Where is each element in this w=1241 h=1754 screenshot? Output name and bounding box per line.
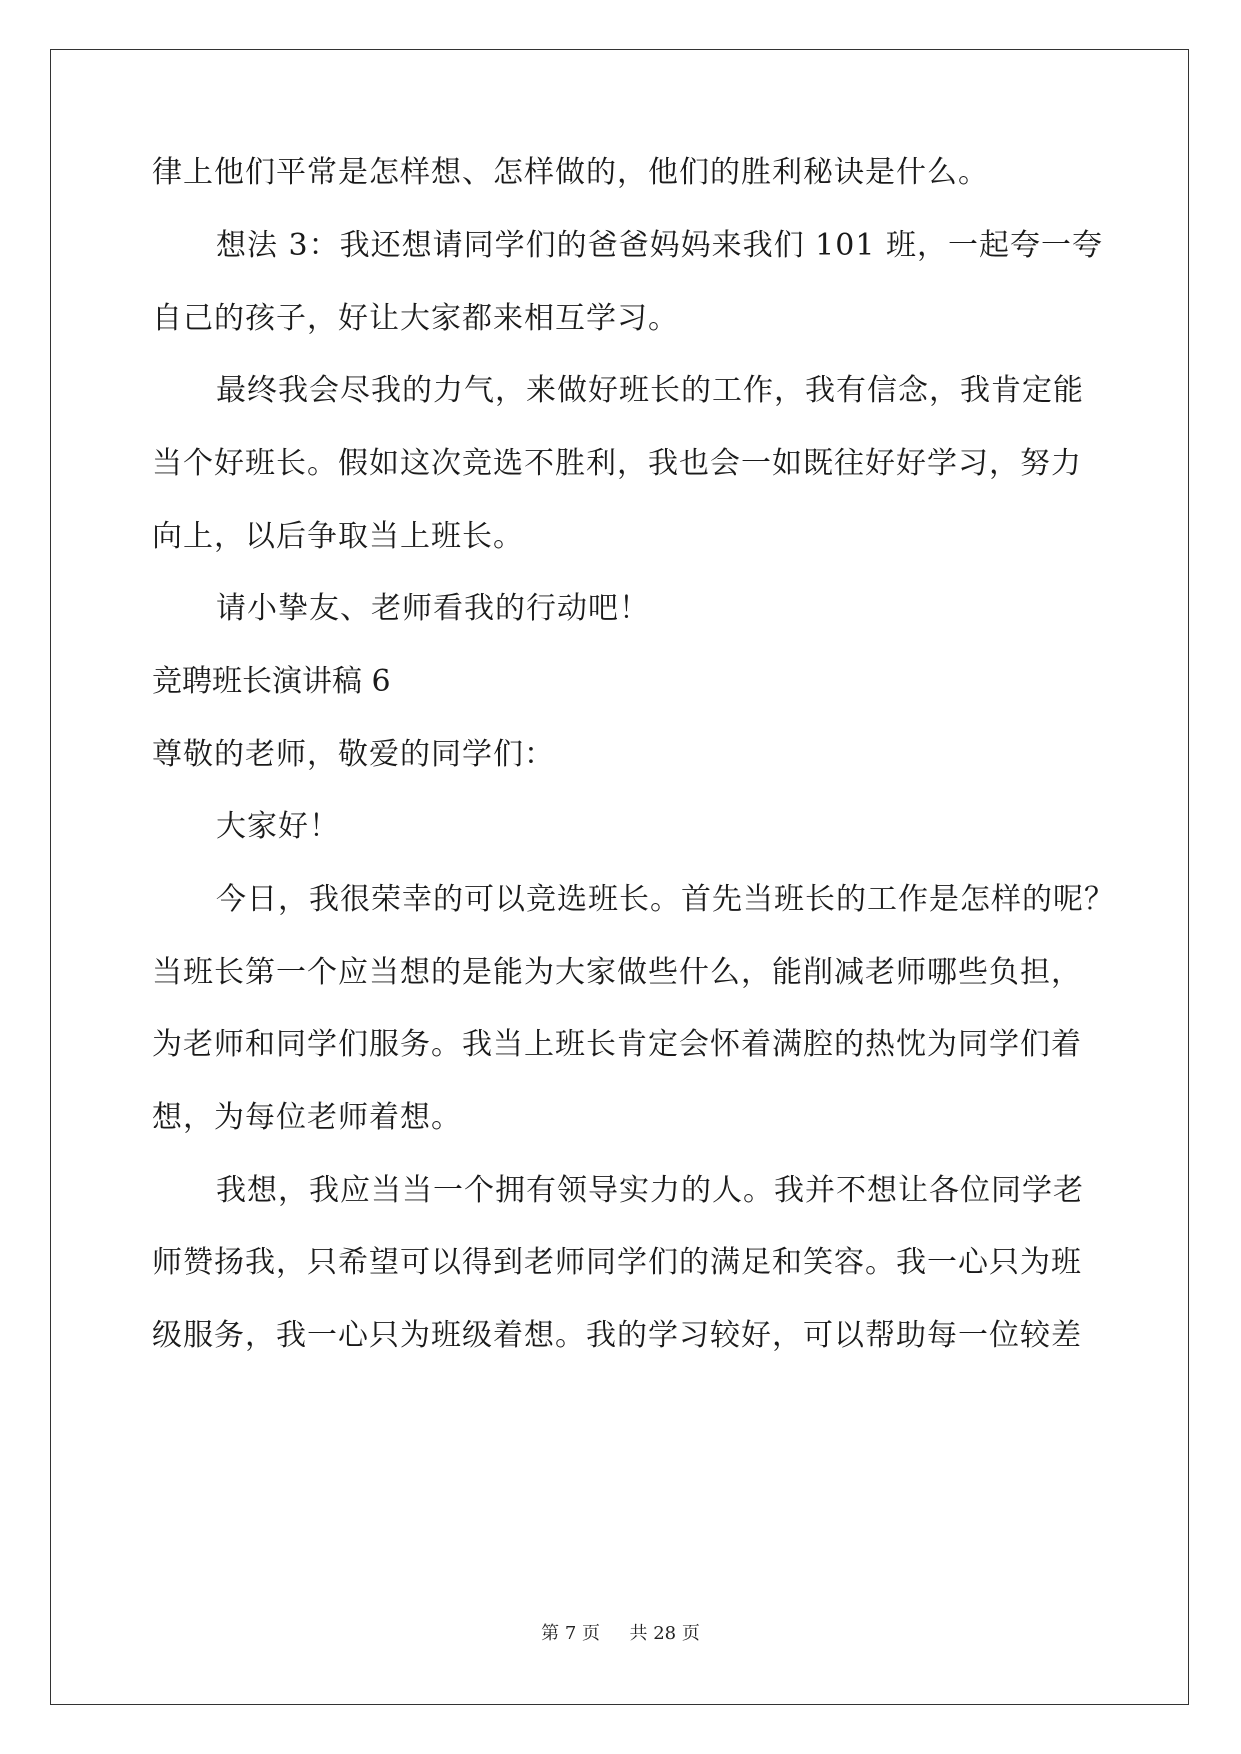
paragraph-line: 想法 3：我还想请同学们的爸爸妈妈来我们 101 班，一起夸一夸 — [216, 228, 1103, 263]
section-heading: 竞聘班长演讲稿 6 — [152, 664, 391, 699]
paragraph-line: 当班长第一个应当想的是能为大家做些什么，能削减老师哪些负担， — [152, 955, 1082, 990]
paragraph-line: 师赞扬我，只希望可以得到老师同学们的满足和笑容。我一心只为班 — [152, 1245, 1082, 1280]
page-total: 共 28 页 — [629, 1623, 700, 1644]
paragraph-line: 我想，我应当当一个拥有领导实力的人。我并不想让各位同学老 — [216, 1173, 1084, 1208]
paragraph-line: 为老师和同学们服务。我当上班长肯定会怀着满腔的热忱为同学们着 — [152, 1027, 1082, 1062]
paragraph-line: 今日，我很荣幸的可以竞选班长。首先当班长的工作是怎样的呢？ — [216, 882, 1115, 917]
page-frame — [50, 49, 1189, 1705]
paragraph-line: 当个好班长。假如这次竞选不胜利，我也会一如既往好好学习，努力 — [152, 446, 1082, 481]
paragraph-line: 自己的孩子，好让大家都来相互学习。 — [152, 301, 679, 336]
salutation-line: 尊敬的老师，敬爱的同学们： — [152, 737, 555, 772]
page-number: 第 7 页 — [541, 1623, 601, 1644]
greeting-line: 大家好！ — [216, 809, 340, 844]
paragraph-line: 想，为每位老师着想。 — [152, 1100, 462, 1135]
paragraph-line: 最终我会尽我的力气，来做好班长的工作，我有信念，我肯定能 — [216, 373, 1084, 408]
paragraph-line: 律上他们平常是怎样想、怎样做的，他们的胜利秘诀是什么。 — [152, 155, 989, 190]
page-footer — [0, 1622, 1241, 1646]
paragraph-line: 请小挚友、老师看我的行动吧！ — [216, 591, 650, 626]
paragraph-line: 向上，以后争取当上班长。 — [152, 519, 524, 554]
paragraph-line: 级服务，我一心只为班级着想。我的学习较好，可以帮助每一位较差 — [152, 1318, 1082, 1353]
